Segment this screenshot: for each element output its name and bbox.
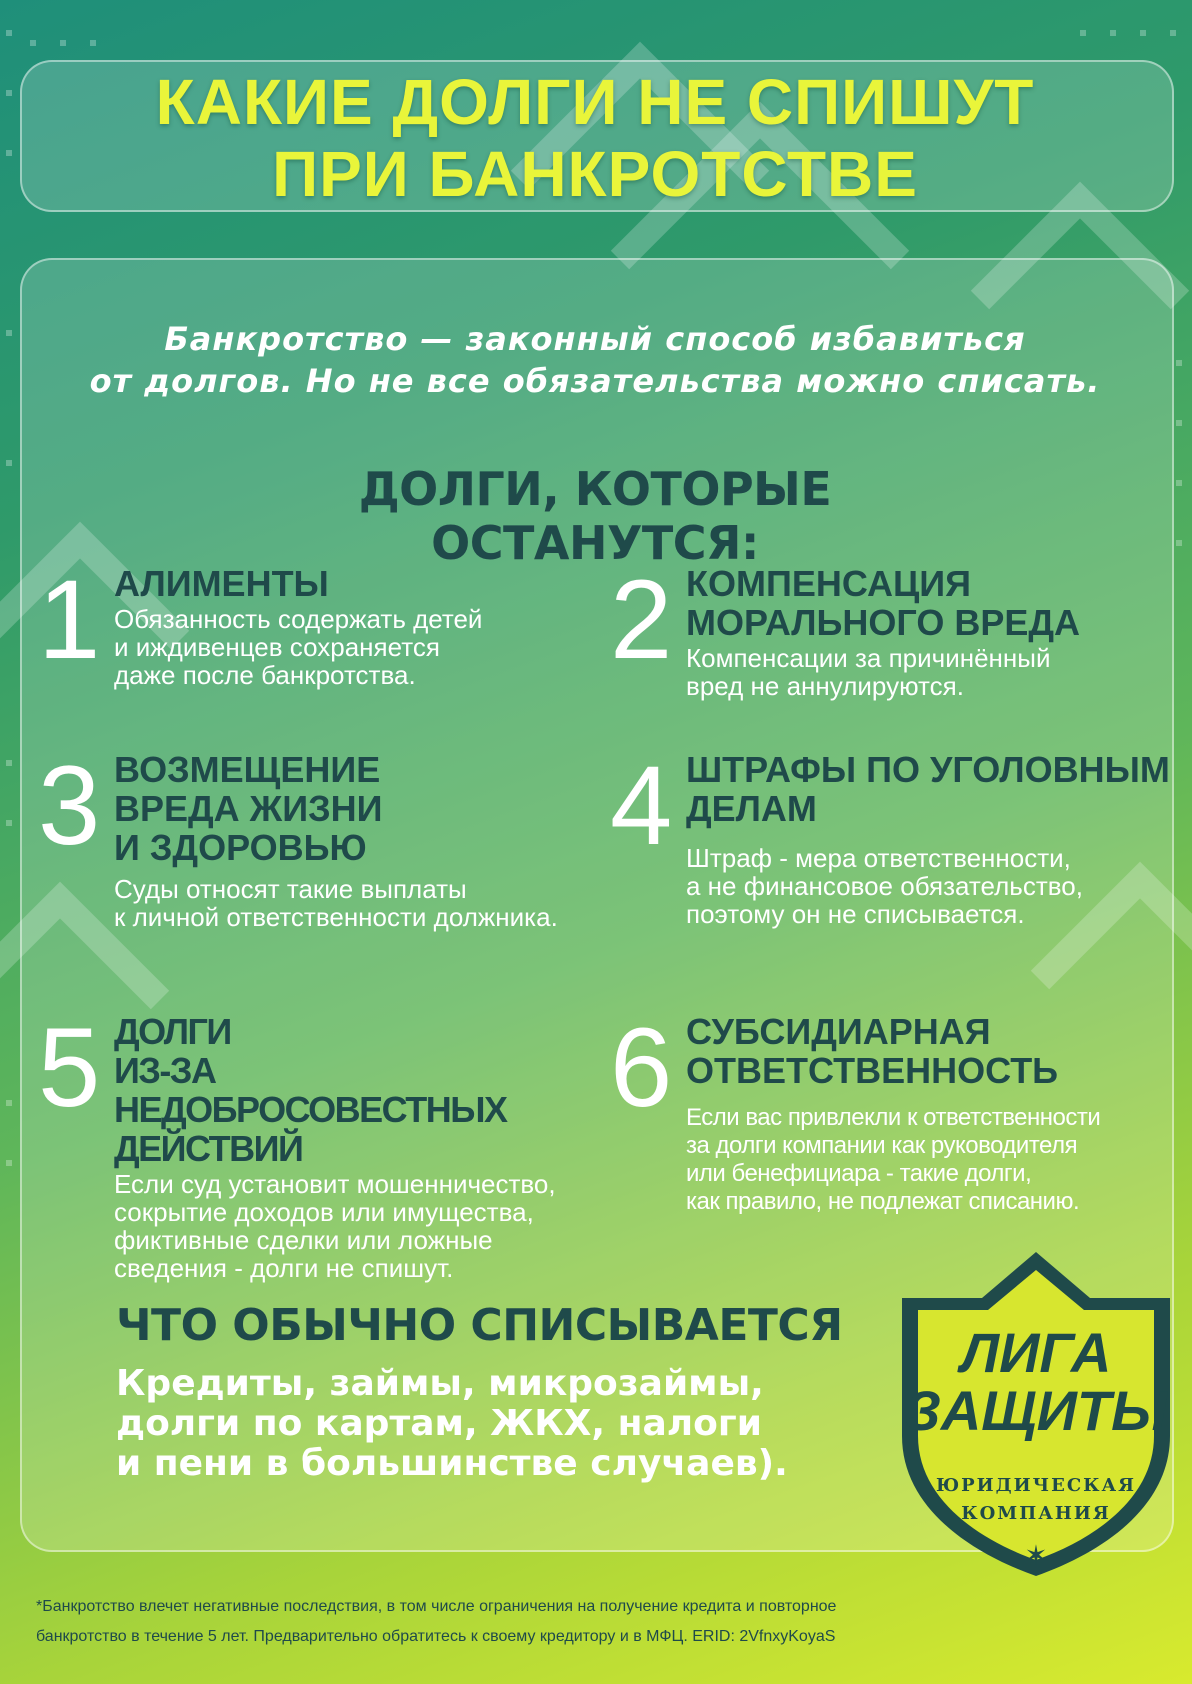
item-number: 6 [610, 1005, 673, 1130]
writeoff-line: Кредиты, займы, микрозаймы, [116, 1363, 764, 1404]
item-desc-line: даже после банкротства. [114, 660, 416, 690]
company-logo-badge [894, 1246, 1178, 1582]
item-title-line: И ЗДОРОВЬЮ [114, 827, 367, 868]
item-title [114, 564, 482, 603]
item-number: 5 [38, 1005, 101, 1130]
writeoff-line: долги по картам, ЖКХ, налоги [116, 1403, 762, 1444]
writeoff-list [116, 1364, 836, 1484]
item-title-line: ДЕЙСТВИЙ [114, 1128, 303, 1169]
item-description [114, 605, 482, 689]
item-title-line: ДЕЛАМ [686, 788, 817, 829]
star-icon: ✶ [1024, 1539, 1048, 1572]
item-title-line: ИЗ-ЗА НЕДОБРОСОВЕСТНЫХ [114, 1050, 507, 1130]
item-title-line: АЛИМЕНТЫ [114, 563, 329, 604]
item-desc-line: за долги компании как руководителя [686, 1132, 1078, 1159]
intro-line-1: Банкротство — законный способ избавиться [164, 320, 1026, 358]
item-desc-line: сведения - долги не спишут. [114, 1253, 454, 1283]
item-title-line: КОМПЕНСАЦИЯ [686, 563, 971, 604]
badge-company-name [894, 1321, 1178, 1442]
footnote-disclaimer [36, 1592, 916, 1652]
item-desc-line: а не финансовое обязательство, [686, 871, 1083, 901]
item-desc-line: или бенефициара - такие долги, [686, 1160, 1032, 1187]
item-title [686, 750, 1170, 828]
page-title [20, 66, 1170, 210]
item-desc-line: поэтому он не списывается. [686, 899, 1025, 929]
footnote-line: банкротство в течение 5 лет. Предварительно обратитесь к своему кредитору и в МФЦ. ERID: 2VfnxyKoyaS [36, 1628, 836, 1645]
item-title-line: МОРАЛЬНОГО ВРЕДА [686, 602, 1081, 643]
item-number: 2 [610, 557, 673, 682]
title-line-1: КАКИЕ ДОЛГИ НЕ СПИШУТ [155, 66, 1035, 138]
item-description [686, 844, 1170, 928]
item-description [686, 1104, 1100, 1216]
item-desc-line: вред не аннулируются. [686, 671, 964, 701]
item-title-line: СУБСИДИАРНАЯ [686, 1011, 991, 1052]
badge-name-line: ЛИГА [960, 1321, 1112, 1384]
item-title-line: ВРЕДА ЖИЗНИ [114, 788, 383, 829]
item-desc-line: фиктивные сделки или ложные [114, 1225, 493, 1255]
item-title-line: ВОЗМЕЩЕНИЕ [114, 749, 381, 790]
item-desc-line: Обязанность содержать детей [114, 604, 483, 634]
item-desc-line: сокрытие доходов или имущества, [114, 1197, 534, 1227]
item-desc-line: Если суд установит мошенничество, [114, 1169, 556, 1199]
badge-sub-line: КОМПАНИЯ [961, 1503, 1111, 1524]
title-line-2: ПРИ БАНКРОТСТВЕ [272, 138, 918, 210]
item-desc-line: Штраф - мера ответственности, [686, 843, 1071, 873]
badge-name-line: ЗАЩИТЫ [904, 1379, 1168, 1442]
item-number: 1 [38, 557, 101, 682]
item-title-line: ОТВЕТСТВЕННОСТЬ [686, 1050, 1059, 1091]
item-title [686, 1012, 1100, 1090]
item-number: 3 [38, 743, 101, 868]
footnote-line: *Банкротство влечет негативные последствия, в том числе ограничения на получение кредита и повторное [36, 1598, 837, 1615]
intro-line-2: от долгов. Но не все обязательства можно списать. [89, 362, 1101, 400]
intro-text [60, 318, 1130, 402]
item-desc-line: Если вас привлекли к ответственности [686, 1104, 1101, 1131]
badge-subtitle [894, 1472, 1178, 1528]
item-description [114, 1170, 608, 1282]
item-title-line: ДОЛГИ [114, 1011, 231, 1052]
section-heading: ДОЛГИ, КОТОРЫЕ ОСТАНУТСЯ: [358, 462, 832, 570]
item-title [114, 750, 558, 867]
item-number: 4 [610, 743, 673, 868]
item-description [114, 875, 558, 931]
item-desc-line: и иждивенцев сохраняется [114, 632, 440, 662]
writeoff-heading: ЧТО ОБЫЧНО СПИСЫВАЕТСЯ [116, 1300, 843, 1351]
item-description [686, 644, 1080, 700]
item-desc-line: как правило, не подлежат списанию. [686, 1188, 1080, 1215]
item-desc-line: к личной ответственности должника. [114, 902, 558, 932]
item-title-line: ШТРАФЫ ПО УГОЛОВНЫМ [686, 749, 1170, 790]
item-desc-line: Суды относят такие выплаты [114, 874, 467, 904]
item-title [686, 564, 1080, 642]
badge-sub-line: ЮРИДИЧЕСКАЯ [935, 1475, 1137, 1496]
item-title [114, 1012, 608, 1168]
writeoff-line: и пени в большинстве случаев). [116, 1443, 788, 1484]
item-desc-line: Компенсации за причинённый [686, 643, 1051, 673]
